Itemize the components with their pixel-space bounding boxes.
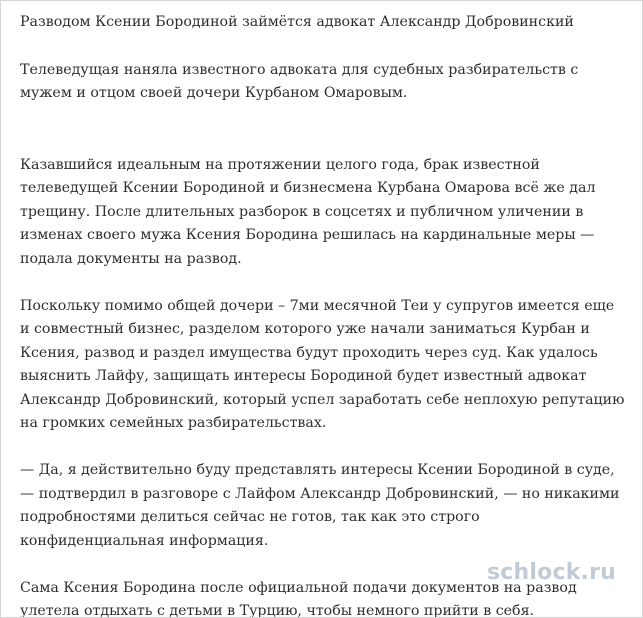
article-paragraph: Сама Ксения Бородина после официальной подачи документов на развод улетела отдыхать с детьми в Турцию, чтобы немного прийти в себя. xyxy=(20,579,577,618)
article-paragraph: Поскольку помимо общей дочери – 7ми месячной Теи у супругов имеется еще и совместный бизнес, разделом которого уже начали заниматься Курбан и Ксения, развод и раздел имущества будут проходить через суд. Как удалось выяснить Лайфу, защищать интересы Бородиной будет известный адвокат Александр Добровинский, который успел заработать себе неплохую репутацию на громких семейных разбирательствах. xyxy=(20,297,625,431)
site-watermark: schlock.ru xyxy=(487,560,616,585)
article-paragraph-quote: — Да, я действительно буду представлять интересы Ксении Бородиной в суде, — подтвердил в разговоре с Лайфом Александр Добровинский, — но никакими подробностями делиться сейчас не готов, так как это строго конфиденциальная информация. xyxy=(20,462,620,549)
article-paragraph: Казавшийся идеальным на протяжении целого года, брак известной телеведущей Ксении Бородиной и бизнесмена Курбана Омарова всё же дал трещину. После длительных разборок в соцсетях и публичном уличении в изменах своего мужа Ксения Бородина решилась на кардинальные меры — подала документы на развод. xyxy=(20,156,596,267)
article-title: Разводом Ксении Бородиной займётся адвокат Александр Добровинский xyxy=(20,14,574,30)
article-lead: Телеведущая наняла известного адвоката для судебных разбирательств с мужем и отцом своей дочери Курбаном Омаровым. xyxy=(20,61,579,101)
article-body xyxy=(20,11,625,618)
